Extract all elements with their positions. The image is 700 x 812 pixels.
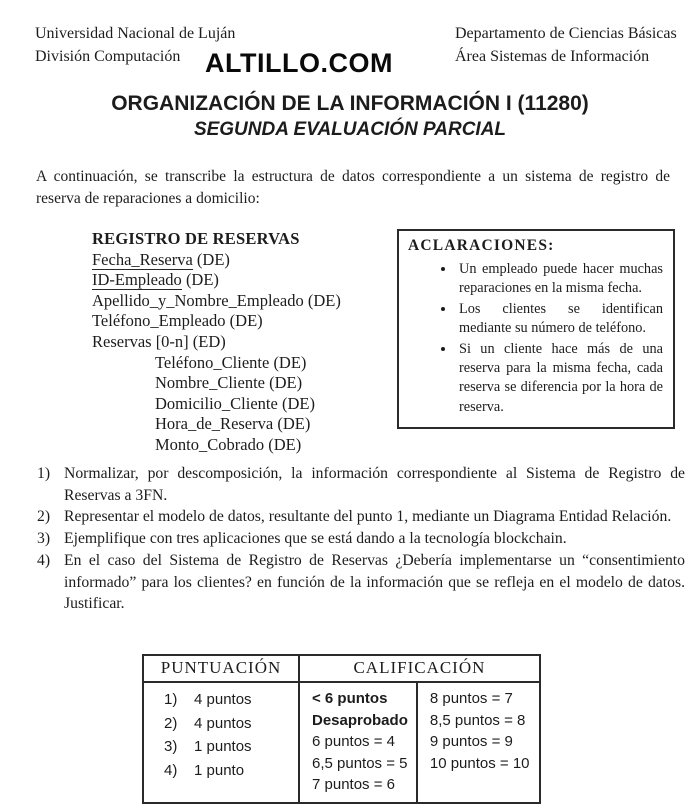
- header-right: [455, 22, 677, 68]
- aclaracion-item: • Si un cliente hace más de una reserva para la misma fecha, cada reserva se diferencia por la hora de reserva.: [456, 340, 663, 418]
- registro-heading: REGISTRO DE RESERVAS: [92, 229, 300, 248]
- field-name: Reservas [0-n]: [92, 331, 189, 351]
- field-type: (DE): [273, 414, 311, 434]
- field-name: Teléfono_Empleado: [92, 311, 226, 331]
- aclaraciones-box: [397, 229, 675, 429]
- department-name: Departamento de Ciencias Básicas: [455, 25, 677, 42]
- field-type: (DE): [264, 434, 302, 454]
- aclaraciones-heading: ACLARACIONES:: [408, 237, 555, 254]
- puntuacion-number: 4): [164, 761, 178, 779]
- puntuacion-points: 1 puntos: [194, 738, 252, 755]
- field-name: ID-Empleado: [92, 270, 182, 290]
- registro-field: [92, 332, 341, 353]
- field-type: (DE): [264, 373, 303, 393]
- registro-block: [92, 229, 341, 456]
- field-type: (DE): [192, 249, 230, 269]
- course-title: ORGANIZACIÓN DE LA INFORMACIÓN I (11280): [111, 92, 589, 115]
- puntuacion-row: [164, 712, 290, 736]
- registro-fields: [92, 250, 341, 456]
- calificacion-cell-1: [299, 682, 417, 803]
- area-name: Área Sistemas de Información: [455, 48, 650, 65]
- calificacion-line: < 6 puntos: [312, 690, 388, 707]
- puntuacion-row: [164, 759, 290, 783]
- question-item: [37, 550, 685, 615]
- registro-field: [155, 353, 341, 374]
- exam-subtitle: SEGUNDA EVALUACIÓN PARCIAL: [193, 119, 507, 140]
- question-item: [37, 506, 685, 528]
- field-type: (DE): [269, 352, 307, 372]
- question-number: 4): [37, 551, 51, 569]
- field-name: Teléfono_Cliente: [155, 352, 270, 372]
- registro-field: [92, 291, 341, 312]
- field-type: (DE): [277, 393, 315, 413]
- registro-field: [155, 435, 341, 456]
- university-name: Universidad Nacional de Luján: [35, 25, 236, 42]
- calificacion-line: 9 puntos = 9: [429, 733, 513, 750]
- registro-field: [155, 373, 341, 394]
- registro-field: [92, 250, 341, 271]
- intro-paragraph: A continuación, se transcribe la estructura de datos correspondiente a un sistema de registro de reserva de reparaciones a domicilio:: [36, 168, 670, 207]
- puntuacion-number: 2): [164, 714, 178, 732]
- puntuacion-row: [164, 688, 290, 712]
- field-name: Hora_de_Reserva: [155, 414, 274, 434]
- puntuacion-cell: [143, 682, 299, 803]
- field-name: Monto_Cobrado: [155, 434, 265, 454]
- altillo-watermark: ALTILLO.COM: [205, 48, 393, 78]
- calificacion-line: 6 puntos = 4: [312, 733, 395, 750]
- field-name: Fecha_Reserva: [92, 249, 193, 269]
- registro-field: [92, 311, 341, 332]
- division-name: División Computación: [35, 48, 181, 65]
- puntuacion-points: 4 puntos: [194, 714, 252, 732]
- calificacion-header: CALIFICACIÓN: [299, 655, 540, 682]
- aclaracion-item: • Un empleado puede hacer muchas reparaciones en la misma fecha.: [456, 260, 663, 299]
- calificacion-line: 8 puntos = 7: [429, 690, 513, 707]
- question-number: 3): [37, 530, 51, 548]
- field-name: Apellido_y_Nombre_Empleado: [92, 290, 304, 310]
- puntuacion-row: [164, 735, 290, 759]
- question-text: En el caso del Sistema de Registro de Reservas ¿Debería implementarse un “consentimiento informado” para los clientes? en función de la información que se refleja en el modelo de datos. Justificar.: [64, 551, 685, 613]
- puntuacion-number: 3): [164, 738, 178, 755]
- puntuacion-points: 4 puntos: [194, 691, 252, 708]
- field-type: (DE): [181, 270, 219, 290]
- question-number: 2): [37, 508, 51, 526]
- question-text: Ejemplifique con tres aplicaciones que se está dando a la tecnología blockchain.: [64, 530, 567, 548]
- question-item: [37, 528, 685, 550]
- calificacion-line: 6,5 puntos = 5: [312, 754, 408, 772]
- question-item: [37, 463, 685, 506]
- calificacion-cell-2: [417, 682, 540, 803]
- registro-field: [155, 414, 341, 435]
- field-type: (ED): [188, 331, 226, 351]
- calificacion-line: 8,5 puntos = 8: [429, 711, 526, 729]
- calificacion-line: 10 puntos = 10: [429, 754, 530, 772]
- registro-field: [92, 270, 341, 291]
- calificacion-line: 7 puntos = 6: [312, 776, 395, 793]
- puntuacion-points: 1 punto: [194, 761, 245, 779]
- question-text: Normalizar, por descomposición, la información correspondiente al Sistema de Registro de Reservas a 3FN.: [64, 465, 685, 504]
- calificacion-line: Desaprobado: [312, 711, 408, 729]
- field-name: Domicilio_Cliente: [155, 393, 278, 413]
- field-type: (DE): [225, 311, 263, 331]
- questions-list: [37, 463, 685, 615]
- aclaraciones-list: [408, 260, 663, 417]
- question-text: Representar el modelo de datos, resultante del punto 1, mediante un Diagrama Entidad Relación.: [64, 508, 672, 526]
- registro-field: [155, 394, 341, 415]
- question-number: 1): [37, 465, 51, 482]
- puntuacion-header: PUNTUACIÓN: [143, 655, 299, 682]
- grading-table: [142, 654, 541, 804]
- puntuacion-number: 1): [164, 691, 178, 708]
- field-type: (DE): [303, 290, 341, 310]
- field-name: Nombre_Cliente: [155, 373, 265, 393]
- aclaracion-item: • Los clientes se identifican mediante su número de teléfono.: [456, 300, 663, 339]
